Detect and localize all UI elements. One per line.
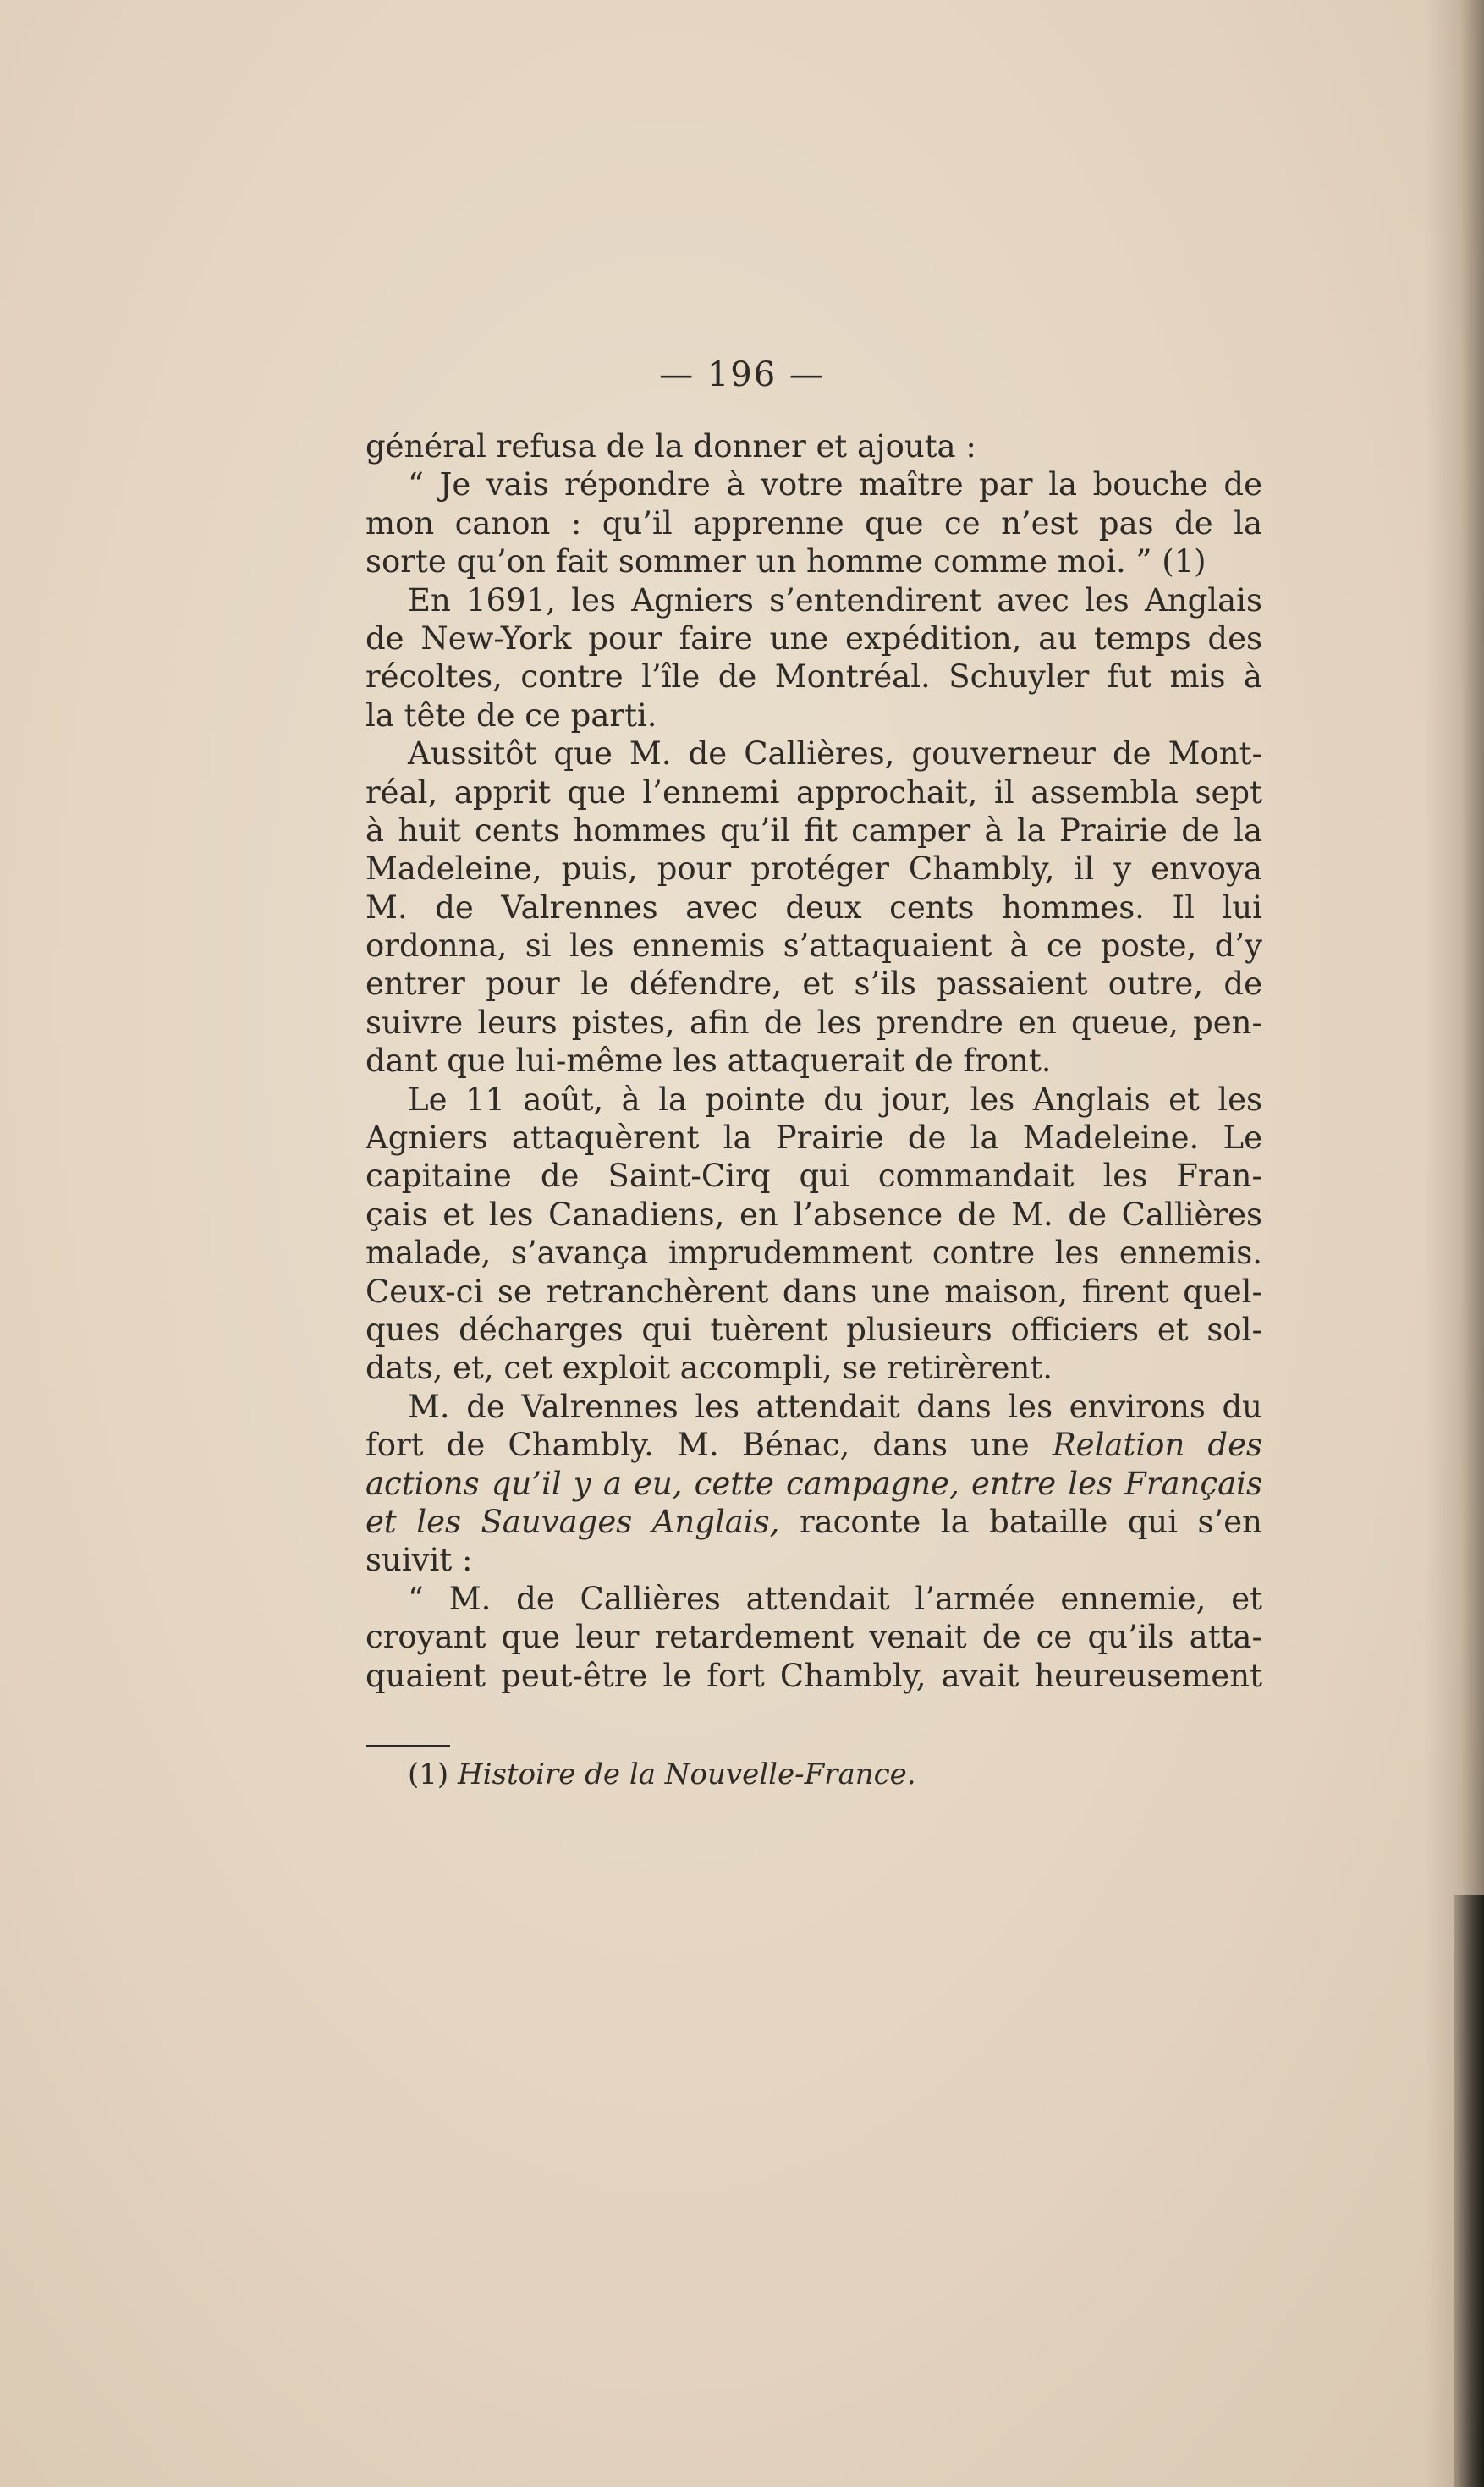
line-text: malade, s’avança imprudemment contre les ennemis. [366, 1235, 1262, 1272]
text-line [366, 427, 1262, 465]
text-line [366, 1196, 1262, 1234]
line-text: la tête de ce parti. [366, 696, 657, 734]
text-line [366, 1273, 1262, 1311]
line-text: récoltes, contre l’île de Montréal. Schuyler fut mis à [366, 658, 1262, 696]
line-text: çais et les Canadiens, en l’absence de M. de Callières [366, 1196, 1262, 1233]
text-line [366, 1657, 1262, 1695]
text-line [366, 658, 1262, 696]
page-number: — 196 — [659, 355, 825, 394]
line-text: sorte qu’on fait sommer un homme comme moi. ” (1) [366, 543, 1206, 580]
line-text: quaient peut-être le fort Chambly, avait heureusement [366, 1657, 1262, 1694]
text-line [366, 542, 1262, 580]
footnote-text: Histoire de la Nouvelle-France. [457, 1758, 916, 1791]
line-text: à huit cents hommes qu’il fit camper à la Prairie de la [366, 812, 1262, 849]
line-text: réal, apprit que l’ennemi approchait, il assembla sept [366, 773, 1262, 811]
text-line [366, 1349, 1262, 1387]
text-line [366, 1311, 1262, 1349]
line-text: “ Je vais répondre à votre maître par la bouche de [408, 466, 1262, 503]
text-line [366, 1465, 1262, 1503]
line-text: capitaine de Saint-Cirq qui commandait les Fran- [366, 1158, 1262, 1195]
text-line [366, 965, 1262, 1003]
line-text: M. de Valrennes les attendait dans les environs du [408, 1388, 1262, 1425]
text-line [366, 927, 1262, 965]
text-line [366, 1119, 1262, 1157]
line-text: général refusa de la donner et ajouta : [366, 428, 976, 465]
line-text: fort de Chambly. M. Bénac, dans une [366, 1427, 1030, 1464]
line-text: Aussitôt que M. de Callières, gouverneur de Mont- [408, 735, 1262, 773]
line-text: croyant que leur retardement venait de ce qu’ils atta- [366, 1619, 1262, 1656]
text-line [366, 773, 1262, 812]
italic-title: Relation des [1052, 1427, 1262, 1464]
page-edge-dark [1454, 1895, 1484, 2487]
text-line [366, 1042, 1262, 1080]
footnote-rule [366, 1745, 450, 1747]
text-line [366, 1541, 1262, 1579]
line-text: dats, et, cet exploit accompli, se retirèrent. [366, 1350, 1053, 1387]
line-text: de New-York pour faire une expédition, au temps des [366, 619, 1262, 657]
text-line [366, 1580, 1262, 1618]
footnote-marker: (1) [408, 1758, 449, 1791]
text-line [366, 1503, 1262, 1541]
line-text: suivit : [366, 1542, 473, 1579]
italic-title: et les Sauvages Anglais, [366, 1503, 780, 1540]
text-line [366, 1157, 1262, 1195]
line-text: Madeleine, puis, pour protéger Chambly, il y envoya [366, 850, 1262, 888]
line-text: M. de Valrennes avec deux cents hommes. Il lui [366, 889, 1262, 926]
line-text: Agniers attaquèrent la Prairie de la Madeleine. Le [366, 1120, 1262, 1157]
line-text: “ M. de Callières attendait l’armée ennemie, et [408, 1580, 1262, 1617]
body-text [366, 427, 1262, 1695]
line-text: Le 11 août, à la pointe du jour, les Anglais et les [408, 1081, 1262, 1118]
text-line [366, 1426, 1262, 1464]
line-text: En 1691, les Agniers s’entendirent avec les Anglais [408, 581, 1262, 619]
text-line [366, 1081, 1262, 1119]
text-line [366, 812, 1262, 850]
italic-title: actions qu’il y a eu, cette campagne, entre les Français [366, 1465, 1262, 1502]
text-line [366, 1234, 1262, 1272]
line-text: suivre leurs pistes, afin de les prendre en queue, pen- [366, 1004, 1262, 1041]
line-text: raconte la bataille qui s’en [799, 1503, 1263, 1540]
line-text: mon canon : qu’il apprenne que ce n’est pas de la [366, 504, 1262, 542]
text-line [366, 735, 1262, 773]
text-line [366, 1618, 1262, 1656]
line-text: entrer pour le défendre, et s’ils passaient outre, de [366, 966, 1262, 1003]
text-line [366, 619, 1262, 658]
text-line [366, 889, 1262, 927]
footnote [408, 1755, 916, 1794]
line-text: dant que lui-même les attaquerait de front. [366, 1043, 1052, 1080]
line-text: ques décharges qui tuèrent plusieurs officiers et sol- [366, 1311, 1262, 1348]
text-line [366, 465, 1262, 503]
text-line [366, 504, 1262, 542]
text-line [366, 1388, 1262, 1426]
text-line [366, 1004, 1262, 1042]
line-text: ordonna, si les ennemis s’attaquaient à ce poste, d’y [366, 927, 1262, 965]
line-text: Ceux-ci se retranchèrent dans une maison, firent quel- [366, 1273, 1262, 1310]
text-line [366, 850, 1262, 888]
text-line [366, 696, 1262, 735]
text-line [366, 581, 1262, 619]
